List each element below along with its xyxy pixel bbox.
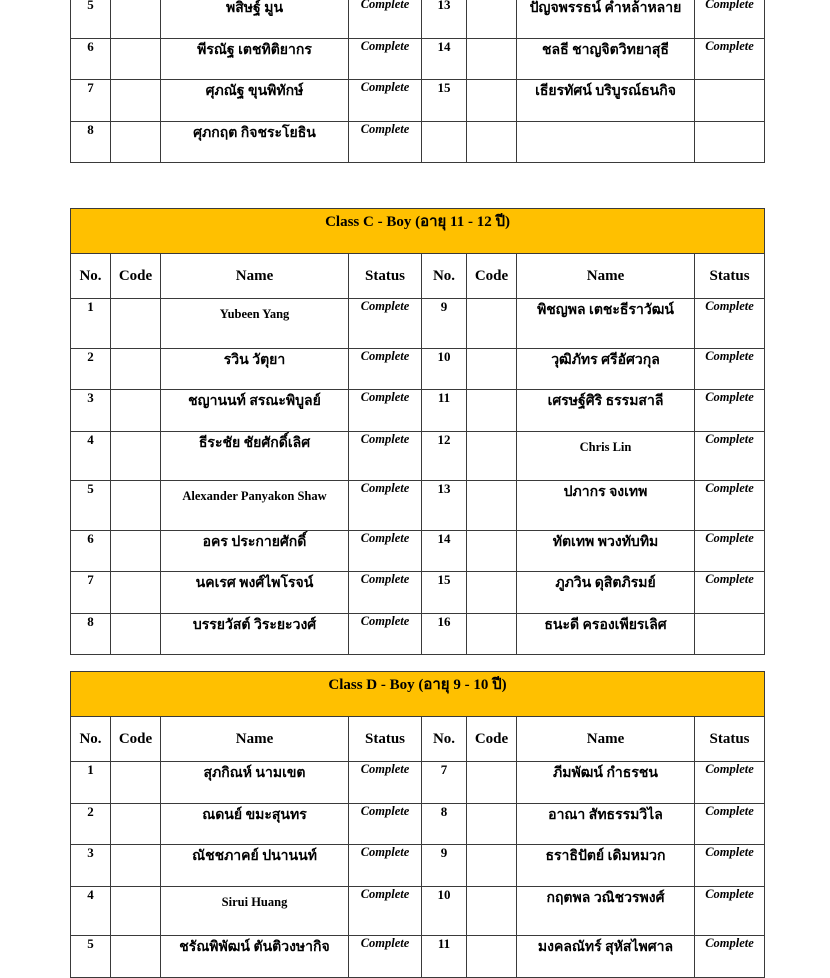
table-row [71, 299, 765, 349]
entry-code [111, 80, 161, 122]
header-name: Name [161, 254, 349, 299]
header-status: Status [349, 254, 422, 299]
entry-code [467, 121, 517, 163]
table-row [71, 572, 765, 614]
entry-code [467, 390, 517, 432]
entry-code [467, 762, 517, 804]
entry-status: Complete [695, 431, 765, 481]
entry-name: นคเรศ พงศ์ไพโรจน์ [161, 572, 349, 614]
entry-name: ศุภณัฐ ขุนพิทักษ์ [161, 80, 349, 122]
entry-number: 2 [71, 348, 111, 390]
entry-name: เศรษฐ์ศิริ ธรรมสาลี [517, 390, 695, 432]
entry-number: 10 [422, 886, 467, 936]
entry-number [422, 121, 467, 163]
entry-status: Complete [695, 886, 765, 936]
table-row [71, 431, 765, 481]
table-title: Class D - Boy (อายุ 9 - 10 ปี) [71, 672, 765, 717]
entry-status: Complete [349, 481, 422, 531]
entry-number: 7 [71, 572, 111, 614]
entry-code [111, 348, 161, 390]
table-row [71, 481, 765, 531]
entry-name: อคร ประกายศักดิ์ [161, 530, 349, 572]
entry-code [111, 431, 161, 481]
entry-code [111, 762, 161, 804]
entry-status: Complete [695, 530, 765, 572]
entry-number: 12 [422, 431, 467, 481]
table-row [71, 390, 765, 432]
entry-status: Complete [695, 481, 765, 531]
entry-number: 5 [71, 481, 111, 531]
entry-code [467, 38, 517, 80]
entry-name: พสิษฐ์ มูน [161, 0, 349, 38]
entry-name: ณดนย์ ขมะสุนทร [161, 803, 349, 845]
entry-code [111, 886, 161, 936]
entry-number: 11 [422, 390, 467, 432]
header-code: Code [111, 717, 161, 762]
entry-number: 9 [422, 845, 467, 887]
entry-name: บรรยวัสต์ วิระยะวงศ์ [161, 613, 349, 655]
entry-name: Yubeen Yang [161, 299, 349, 349]
entry-number: 7 [422, 762, 467, 804]
entry-name: มงคลณัทร์ สุหัสไพศาล [517, 936, 695, 978]
entry-name: Sirui Huang [161, 886, 349, 936]
entry-number: 11 [422, 936, 467, 978]
entry-name: ศุภกฤต กิจชระโยธิน [161, 121, 349, 163]
header-status: Status [349, 717, 422, 762]
roster-table-class-d [70, 671, 765, 978]
entry-name: สุภกิณห์ นามเขต [161, 762, 349, 804]
entry-number: 8 [71, 121, 111, 163]
entry-code [467, 481, 517, 531]
entry-code [467, 803, 517, 845]
entry-status: Complete [695, 936, 765, 978]
entry-code [111, 121, 161, 163]
entry-name: ภีมพัฒน์ กำธรชน [517, 762, 695, 804]
entry-status [695, 613, 765, 655]
entry-name: ภูภวิน ดุสิตภิรมย์ [517, 572, 695, 614]
table-row [71, 121, 765, 163]
entry-status: Complete [349, 936, 422, 978]
table-row [71, 845, 765, 887]
entry-status: Complete [695, 572, 765, 614]
table-row [71, 80, 765, 122]
entry-status: Complete [349, 348, 422, 390]
entry-code [111, 299, 161, 349]
entry-number: 7 [71, 80, 111, 122]
entry-code [467, 613, 517, 655]
entry-name: ทัตเทพ พวงทับทิม [517, 530, 695, 572]
entry-number: 14 [422, 530, 467, 572]
header-no: No. [71, 717, 111, 762]
roster-table-class-c [70, 208, 765, 655]
entry-status: Complete [349, 572, 422, 614]
entry-code [111, 38, 161, 80]
entry-name: ชรัณพิพัฒน์ ตันติวงษากิจ [161, 936, 349, 978]
entry-number: 1 [71, 299, 111, 349]
entry-number: 3 [71, 390, 111, 432]
entry-status: Complete [695, 0, 765, 38]
table-row [71, 348, 765, 390]
entry-name: Chris Lin [517, 431, 695, 481]
entry-code [467, 0, 517, 38]
entry-number: 3 [71, 845, 111, 887]
entry-status: Complete [349, 886, 422, 936]
entry-name: วุฒิภัทร ศรีอัศวกุล [517, 348, 695, 390]
entry-name: ปัญจพรรธน์ คำหล้าหลาย [517, 0, 695, 38]
entry-name: ธราธิปัตย์ เดิมหมวก [517, 845, 695, 887]
entry-code [111, 803, 161, 845]
entry-code [111, 613, 161, 655]
entry-code [467, 886, 517, 936]
entry-number: 9 [422, 299, 467, 349]
entry-name: กฤตพล วณิชวรพงศ์ [517, 886, 695, 936]
entry-name: เธียรทัศน์ บริบูรณ์ธนกิจ [517, 80, 695, 122]
entry-name: พิชญพล เตชะธีราวัฒน์ [517, 299, 695, 349]
entry-code [467, 572, 517, 614]
entry-number: 13 [422, 0, 467, 38]
entry-number: 15 [422, 572, 467, 614]
table-row [71, 38, 765, 80]
entry-status: Complete [695, 390, 765, 432]
entry-number: 4 [71, 431, 111, 481]
entry-name: ธนะดี ครองเพียรเลิศ [517, 613, 695, 655]
entry-number: 15 [422, 80, 467, 122]
header-name: Name [517, 717, 695, 762]
entry-name: ชญานนท์ สรณะพิบูลย์ [161, 390, 349, 432]
header-code: Code [467, 717, 517, 762]
entry-status: Complete [695, 762, 765, 804]
entry-number: 5 [71, 0, 111, 38]
table-row [71, 886, 765, 936]
entry-number: 4 [71, 886, 111, 936]
entry-name: ปภากร จงเทพ [517, 481, 695, 531]
entry-status: Complete [695, 845, 765, 887]
header-status: Status [695, 717, 765, 762]
entry-status: Complete [349, 390, 422, 432]
entry-number: 6 [71, 38, 111, 80]
table-title: Class C - Boy (อายุ 11 - 12 ปี) [71, 209, 765, 254]
entry-code [467, 530, 517, 572]
entry-status: Complete [349, 0, 422, 38]
entry-code [111, 530, 161, 572]
entry-number: 16 [422, 613, 467, 655]
entry-status: Complete [349, 121, 422, 163]
entry-number: 8 [422, 803, 467, 845]
table-row [71, 530, 765, 572]
entry-code [467, 80, 517, 122]
entry-name: Alexander Panyakon Shaw [161, 481, 349, 531]
entry-status: Complete [349, 80, 422, 122]
entry-name: ณัชชภาคย์ ปนานนท์ [161, 845, 349, 887]
entry-number: 14 [422, 38, 467, 80]
entry-name: ชลธี ชาญจิตวิทยาสุธี [517, 38, 695, 80]
entry-name [517, 121, 695, 163]
entry-code [467, 348, 517, 390]
entry-number: 13 [422, 481, 467, 531]
entry-code [467, 299, 517, 349]
table-row [71, 613, 765, 655]
entry-status: Complete [349, 762, 422, 804]
entry-status: Complete [695, 348, 765, 390]
entry-status: Complete [349, 38, 422, 80]
entry-number: 5 [71, 936, 111, 978]
header-no: No. [422, 717, 467, 762]
entry-number: 1 [71, 762, 111, 804]
entry-code [111, 390, 161, 432]
entry-number: 6 [71, 530, 111, 572]
entry-status: Complete [695, 803, 765, 845]
entry-number: 10 [422, 348, 467, 390]
entry-status: Complete [695, 38, 765, 80]
header-no: No. [422, 254, 467, 299]
entry-code [467, 431, 517, 481]
table-row [71, 803, 765, 845]
entry-status: Complete [349, 299, 422, 349]
entry-code [111, 572, 161, 614]
entry-number: 8 [71, 613, 111, 655]
entry-number: 2 [71, 803, 111, 845]
entry-status: Complete [349, 530, 422, 572]
entry-status [695, 80, 765, 122]
header-status: Status [695, 254, 765, 299]
entry-code [111, 0, 161, 38]
header-name: Name [161, 717, 349, 762]
roster-table-continued [70, 0, 765, 163]
header-code: Code [467, 254, 517, 299]
entry-code [111, 845, 161, 887]
entry-code [111, 481, 161, 531]
entry-name: รวิน วัตุยา [161, 348, 349, 390]
entry-code [467, 845, 517, 887]
entry-status [695, 121, 765, 163]
table-row [71, 0, 765, 38]
header-code: Code [111, 254, 161, 299]
table-row [71, 762, 765, 804]
header-no: No. [71, 254, 111, 299]
entry-name: อาณา สัทธรรมวิไล [517, 803, 695, 845]
entry-status: Complete [349, 845, 422, 887]
entry-status: Complete [349, 613, 422, 655]
entry-status: Complete [349, 431, 422, 481]
entry-name: พีรณัฐ เตชทิติยากร [161, 38, 349, 80]
entry-name: ธีระชัย ชัยศักดิ์เลิศ [161, 431, 349, 481]
entry-status: Complete [695, 299, 765, 349]
entry-status: Complete [349, 803, 422, 845]
header-name: Name [517, 254, 695, 299]
